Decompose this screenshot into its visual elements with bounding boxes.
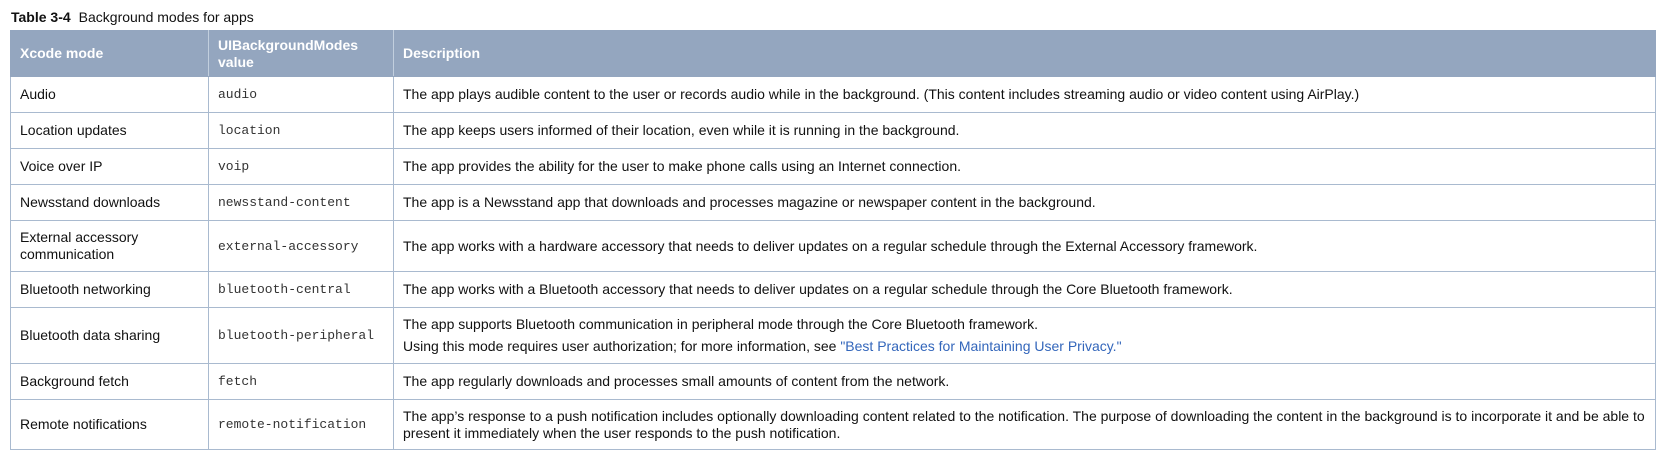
table-body	[11, 77, 1656, 450]
table-number: Table 3-4	[11, 9, 71, 25]
table-header	[11, 31, 1656, 77]
value-cell: fetch	[209, 364, 394, 400]
table-row	[11, 149, 1656, 185]
table-row	[11, 400, 1656, 450]
mode-cell: Background fetch	[11, 364, 209, 400]
table-row	[11, 364, 1656, 400]
description-note	[403, 338, 1646, 355]
privacy-best-practices-link[interactable]: "Best Practices for Maintaining User Privacy."	[840, 338, 1122, 354]
mode-cell: Bluetooth data sharing	[11, 308, 209, 364]
table-row	[11, 308, 1656, 364]
description-cell: The app provides the ability for the user to make phone calls using an Internet connection.	[394, 149, 1656, 185]
header-description: Description	[394, 31, 1656, 77]
table-row	[11, 77, 1656, 113]
value-cell: external-accessory	[209, 221, 394, 272]
description-cell: The app’s response to a push notification includes optionally downloading content related to the notification. The purpose of downloading the content in the background is to incorporate it and be able to present it immediately when the user responds to the push notification.	[394, 400, 1656, 450]
description-cell: The app regularly downloads and processes small amounts of content from the network.	[394, 364, 1656, 400]
value-cell: bluetooth-central	[209, 272, 394, 308]
mode-cell: Remote notifications	[11, 400, 209, 450]
mode-cell: Bluetooth networking	[11, 272, 209, 308]
mode-cell: External accessory communication	[11, 221, 209, 272]
background-modes-table	[10, 30, 1656, 450]
header-value: UIBackgroundModes value	[209, 31, 394, 77]
table-row	[11, 113, 1656, 149]
description-cell: The app works with a hardware accessory that needs to deliver updates on a regular schedule through the External Accessory framework.	[394, 221, 1656, 272]
value-cell: voip	[209, 149, 394, 185]
description-cell: The app works with a Bluetooth accessory that needs to deliver updates on a regular schedule through the Core Bluetooth framework.	[394, 272, 1656, 308]
description-cell	[394, 308, 1656, 364]
header-row	[11, 31, 1656, 77]
table-row	[11, 185, 1656, 221]
header-xcode-mode: Xcode mode	[11, 31, 209, 77]
value-cell: bluetooth-peripheral	[209, 308, 394, 364]
mode-cell: Voice over IP	[11, 149, 209, 185]
description-cell: The app plays audible content to the user or records audio while in the background. (This content includes streaming audio or video content using AirPlay.)	[394, 77, 1656, 113]
note-text: Using this mode requires user authorization; for more information, see	[403, 338, 841, 354]
table-row	[11, 221, 1656, 272]
description-cell: The app keeps users informed of their location, even while it is running in the background.	[394, 113, 1656, 149]
table-row	[11, 272, 1656, 308]
table-caption	[11, 8, 254, 26]
value-cell: newsstand-content	[209, 185, 394, 221]
table-title: Background modes for apps	[78, 9, 254, 25]
mode-cell: Location updates	[11, 113, 209, 149]
value-cell: audio	[209, 77, 394, 113]
mode-cell: Newsstand downloads	[11, 185, 209, 221]
description-cell: The app is a Newsstand app that downloads and processes magazine or newspaper content in the background.	[394, 185, 1656, 221]
value-cell: remote-notification	[209, 400, 394, 450]
mode-cell: Audio	[11, 77, 209, 113]
description-text: The app supports Bluetooth communication in peripheral mode through the Core Bluetooth framework.	[403, 316, 1039, 332]
value-cell: location	[209, 113, 394, 149]
